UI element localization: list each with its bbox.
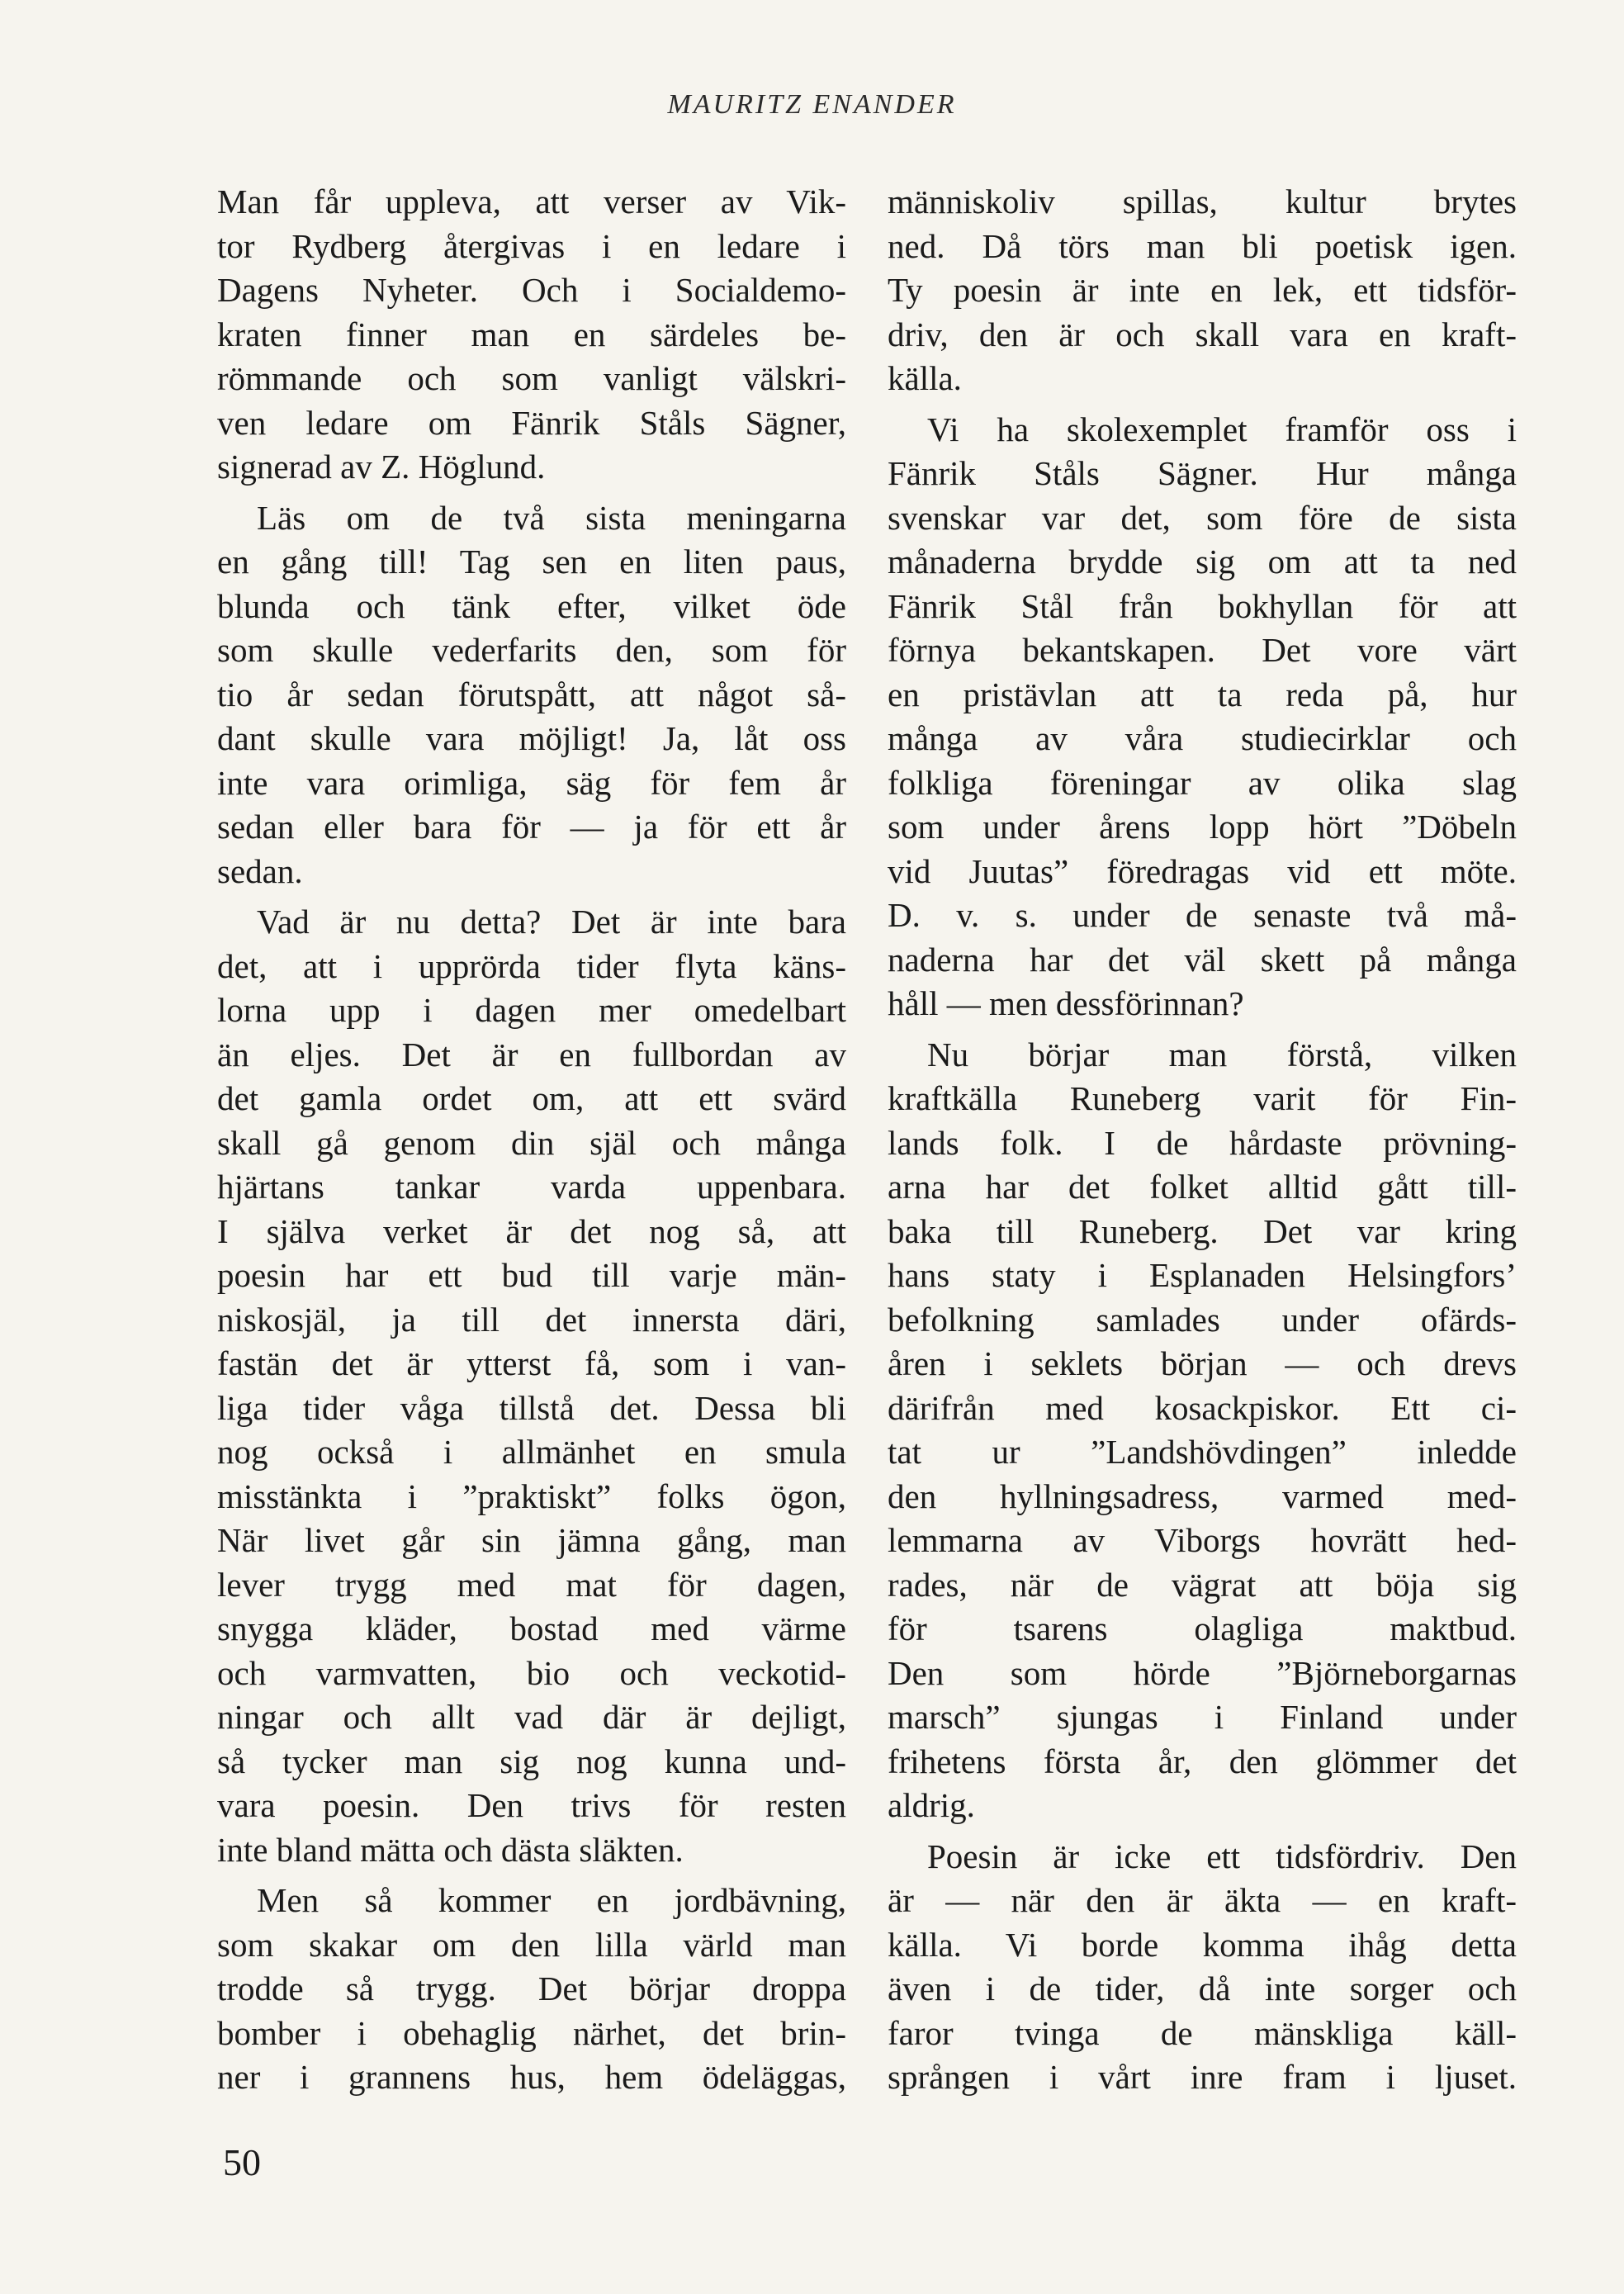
- text-line: det gamla ordet om, att ett svärd: [217, 1079, 846, 1117]
- text-line: håll — men dessförinnan?: [888, 984, 1244, 1022]
- paragraph-gap: [888, 1026, 1517, 1033]
- text-line: aldrig.: [888, 1786, 975, 1824]
- text-line: ningar och allt vad där är dejligt,: [217, 1698, 846, 1736]
- text-line: ned. Då törs man bli poetisk igen.: [888, 226, 1517, 265]
- text-line: sedan eller bara för — ja för ett år: [217, 808, 846, 846]
- text-line: D. v. s. under de senaste två må-: [888, 896, 1517, 934]
- text-line: Vad är nu detta? Det är inte bara: [257, 903, 846, 941]
- text-line: Fänrik Ståls Sägner. Hur många: [888, 454, 1517, 492]
- text-line: källa. Vi borde komma ihåg detta: [888, 1925, 1517, 1964]
- text-line: arna har det folket alltid gått till-: [888, 1168, 1517, 1206]
- text-line: tio år sedan förutspått, att något så-: [217, 675, 846, 713]
- text-line: När livet går sin jämna gång, man: [217, 1521, 846, 1559]
- text-line: ner i grannens hus, hem ödeläggas,: [217, 2058, 846, 2096]
- text-line: liga tider våga tillstå det. Dessa bli: [217, 1388, 846, 1427]
- paragraph-gap: [217, 893, 846, 900]
- text-line: vid Juutas” föredragas vid ett möte.: [888, 851, 1517, 890]
- text-line: Man får uppleva, att verser av Vik-: [217, 182, 846, 220]
- text-line: lever trygg med mat för dagen,: [217, 1565, 846, 1604]
- text-line: som skulle vederfarits den, som för: [217, 631, 846, 669]
- text-line: hans staty i Esplanaden Helsingfors’: [888, 1256, 1517, 1294]
- text-line: bomber i obehaglig närhet, det brin-: [217, 2013, 846, 2052]
- paragraph-gap: [217, 490, 846, 496]
- text-line: därifrån med kosackpiskor. Ett ci-: [888, 1388, 1517, 1427]
- text-line: dant skulle vara möjligt! Ja, låt oss: [217, 719, 846, 757]
- text-line: svenskar var det, som före de sista: [888, 498, 1517, 537]
- text-line: Dagens Nyheter. Och i Socialdemo-: [217, 271, 846, 309]
- text-line: befolkning samlades under ofärds-: [888, 1300, 1517, 1339]
- text-line: och varmvatten, bio och veckotid-: [217, 1653, 846, 1692]
- paragraph-gap: [888, 401, 1517, 408]
- text-line: åren i seklets början — och drevs: [888, 1344, 1517, 1382]
- text-line: Ty poesin är inte en lek, ett tidsför-: [888, 271, 1517, 309]
- paragraph: [217, 900, 846, 1872]
- text-line: Fänrik Stål från bokhyllan för att: [888, 586, 1517, 625]
- text-line: människoliv spillas, kultur brytes: [888, 182, 1517, 220]
- text-line: tat ur ”Landshövdingen” inledde: [888, 1433, 1517, 1471]
- text-line: förnya bekantskapen. Det vore värt: [888, 631, 1517, 669]
- paragraph: [217, 1879, 846, 2100]
- paragraph: [217, 180, 846, 490]
- text-line: marsch” sjungas i Finland under: [888, 1698, 1517, 1736]
- text-line: kraftkälla Runeberg varit för Fin-: [888, 1079, 1517, 1117]
- text-line: det, att i upprörda tider flyta käns-: [217, 946, 846, 985]
- paragraph: [888, 1033, 1517, 1828]
- text-line: så tycker man sig nog kunna und-: [217, 1742, 846, 1780]
- text-line: Vi ha skolexemplet framför oss i: [927, 410, 1517, 448]
- text-line: är — när den är äkta — en kraft-: [888, 1881, 1517, 1919]
- text-line: inte vara orimliga, säg för fem år: [217, 763, 846, 802]
- text-line: många av våra studiecirklar och: [888, 719, 1517, 757]
- paragraph: [888, 1835, 1517, 2100]
- text-line: vara poesin. Den trivs för resten: [217, 1786, 846, 1824]
- text-line: römmande och som vanligt välskri-: [217, 359, 846, 397]
- text-line: Den som hörde ”Björneborgarnas: [888, 1653, 1517, 1692]
- page-number: 50: [223, 2141, 261, 2183]
- text-line: Poesin är icke ett tidsfördriv. Den: [927, 1837, 1517, 1875]
- text-line: rades, när de vägrat att böja sig: [888, 1565, 1517, 1604]
- text-line: lands folk. I de hårdaste prövning-: [888, 1123, 1517, 1162]
- text-line: ven ledare om Fänrik Ståls Sägner,: [217, 403, 846, 442]
- text-line: som skakar om den lilla värld man: [217, 1925, 846, 1964]
- paragraph: [888, 408, 1517, 1026]
- text-line: lemmarna av Viborgs hovrätt hed-: [888, 1521, 1517, 1559]
- text-line: fastän det är ytterst få, som i van-: [217, 1344, 846, 1382]
- text-line: I själva verket är det nog så, att: [217, 1211, 846, 1250]
- paragraph-gap: [888, 1828, 1517, 1835]
- text-line: niskosjäl, ja till det innersta däri,: [217, 1300, 846, 1339]
- text-line: för tsarens olagliga maktbud.: [888, 1609, 1517, 1647]
- text-line: naderna har det väl skett på många: [888, 940, 1517, 979]
- paragraph: [888, 180, 1517, 401]
- text-line: poesin har ett bud till varje män-: [217, 1256, 846, 1294]
- text-line: skall gå genom din själ och många: [217, 1123, 846, 1162]
- text-line: folkliga föreningar av olika slag: [888, 763, 1517, 802]
- text-line: driv, den är och skall vara en kraft-: [888, 315, 1517, 353]
- paragraph: [217, 496, 846, 894]
- text-line: som under årens lopp hört ”Döbeln: [888, 808, 1517, 846]
- text-line: Nu börjar man förstå, vilken: [927, 1035, 1517, 1074]
- text-line: sprången i vårt inre fram i ljuset.: [888, 2058, 1517, 2096]
- text-line: en gång till! Tag sen en liten paus,: [217, 543, 846, 581]
- paragraph-gap: [217, 1872, 846, 1879]
- text-line: nog också i allmänhet en smula: [217, 1433, 846, 1471]
- text-line: än eljes. Det är en fullbordan av: [217, 1035, 846, 1074]
- text-line: månaderna brydde sig om att ta ned: [888, 543, 1517, 581]
- text-line: tor Rydberg återgivas i en ledare i: [217, 226, 846, 265]
- text-line: signerad av Z. Höglund.: [217, 448, 546, 486]
- text-line: en pristävlan att ta reda på, hur: [888, 675, 1517, 713]
- text-line: trodde så trygg. Det börjar droppa: [217, 1969, 846, 2007]
- text-line: blunda och tänk efter, vilket öde: [217, 586, 846, 625]
- text-line: Men så kommer en jordbävning,: [257, 1881, 846, 1919]
- text-line: Läs om de två sista meningarna: [257, 498, 846, 537]
- text-line: även i de tider, då inte sorger och: [888, 1969, 1517, 2007]
- text-line: inte bland mätta och dästa släkten.: [217, 1830, 684, 1869]
- text-line: snygga kläder, bostad med värme: [217, 1609, 846, 1647]
- text-line: hjärtans tankar varda uppenbara.: [217, 1168, 846, 1206]
- left-column: [217, 180, 846, 2100]
- running-head: MAURITZ ENANDER: [667, 89, 957, 120]
- text-line: baka till Runeberg. Det var kring: [888, 1211, 1517, 1250]
- text-line: sedan.: [217, 851, 303, 890]
- text-line: kraten finner man en särdeles be-: [217, 315, 846, 353]
- right-column: [888, 180, 1517, 2100]
- text-line: misstänkta i ”praktiskt” folks ögon,: [217, 1476, 846, 1515]
- text-line: källa.: [888, 359, 962, 397]
- text-line: faror tvinga de mänskliga käll-: [888, 2013, 1517, 2052]
- text-line: lorna upp i dagen mer omedelbart: [217, 991, 846, 1029]
- text-line: frihetens första år, den glömmer det: [888, 1742, 1517, 1780]
- text-line: den hyllningsadress, varmed med-: [888, 1476, 1517, 1515]
